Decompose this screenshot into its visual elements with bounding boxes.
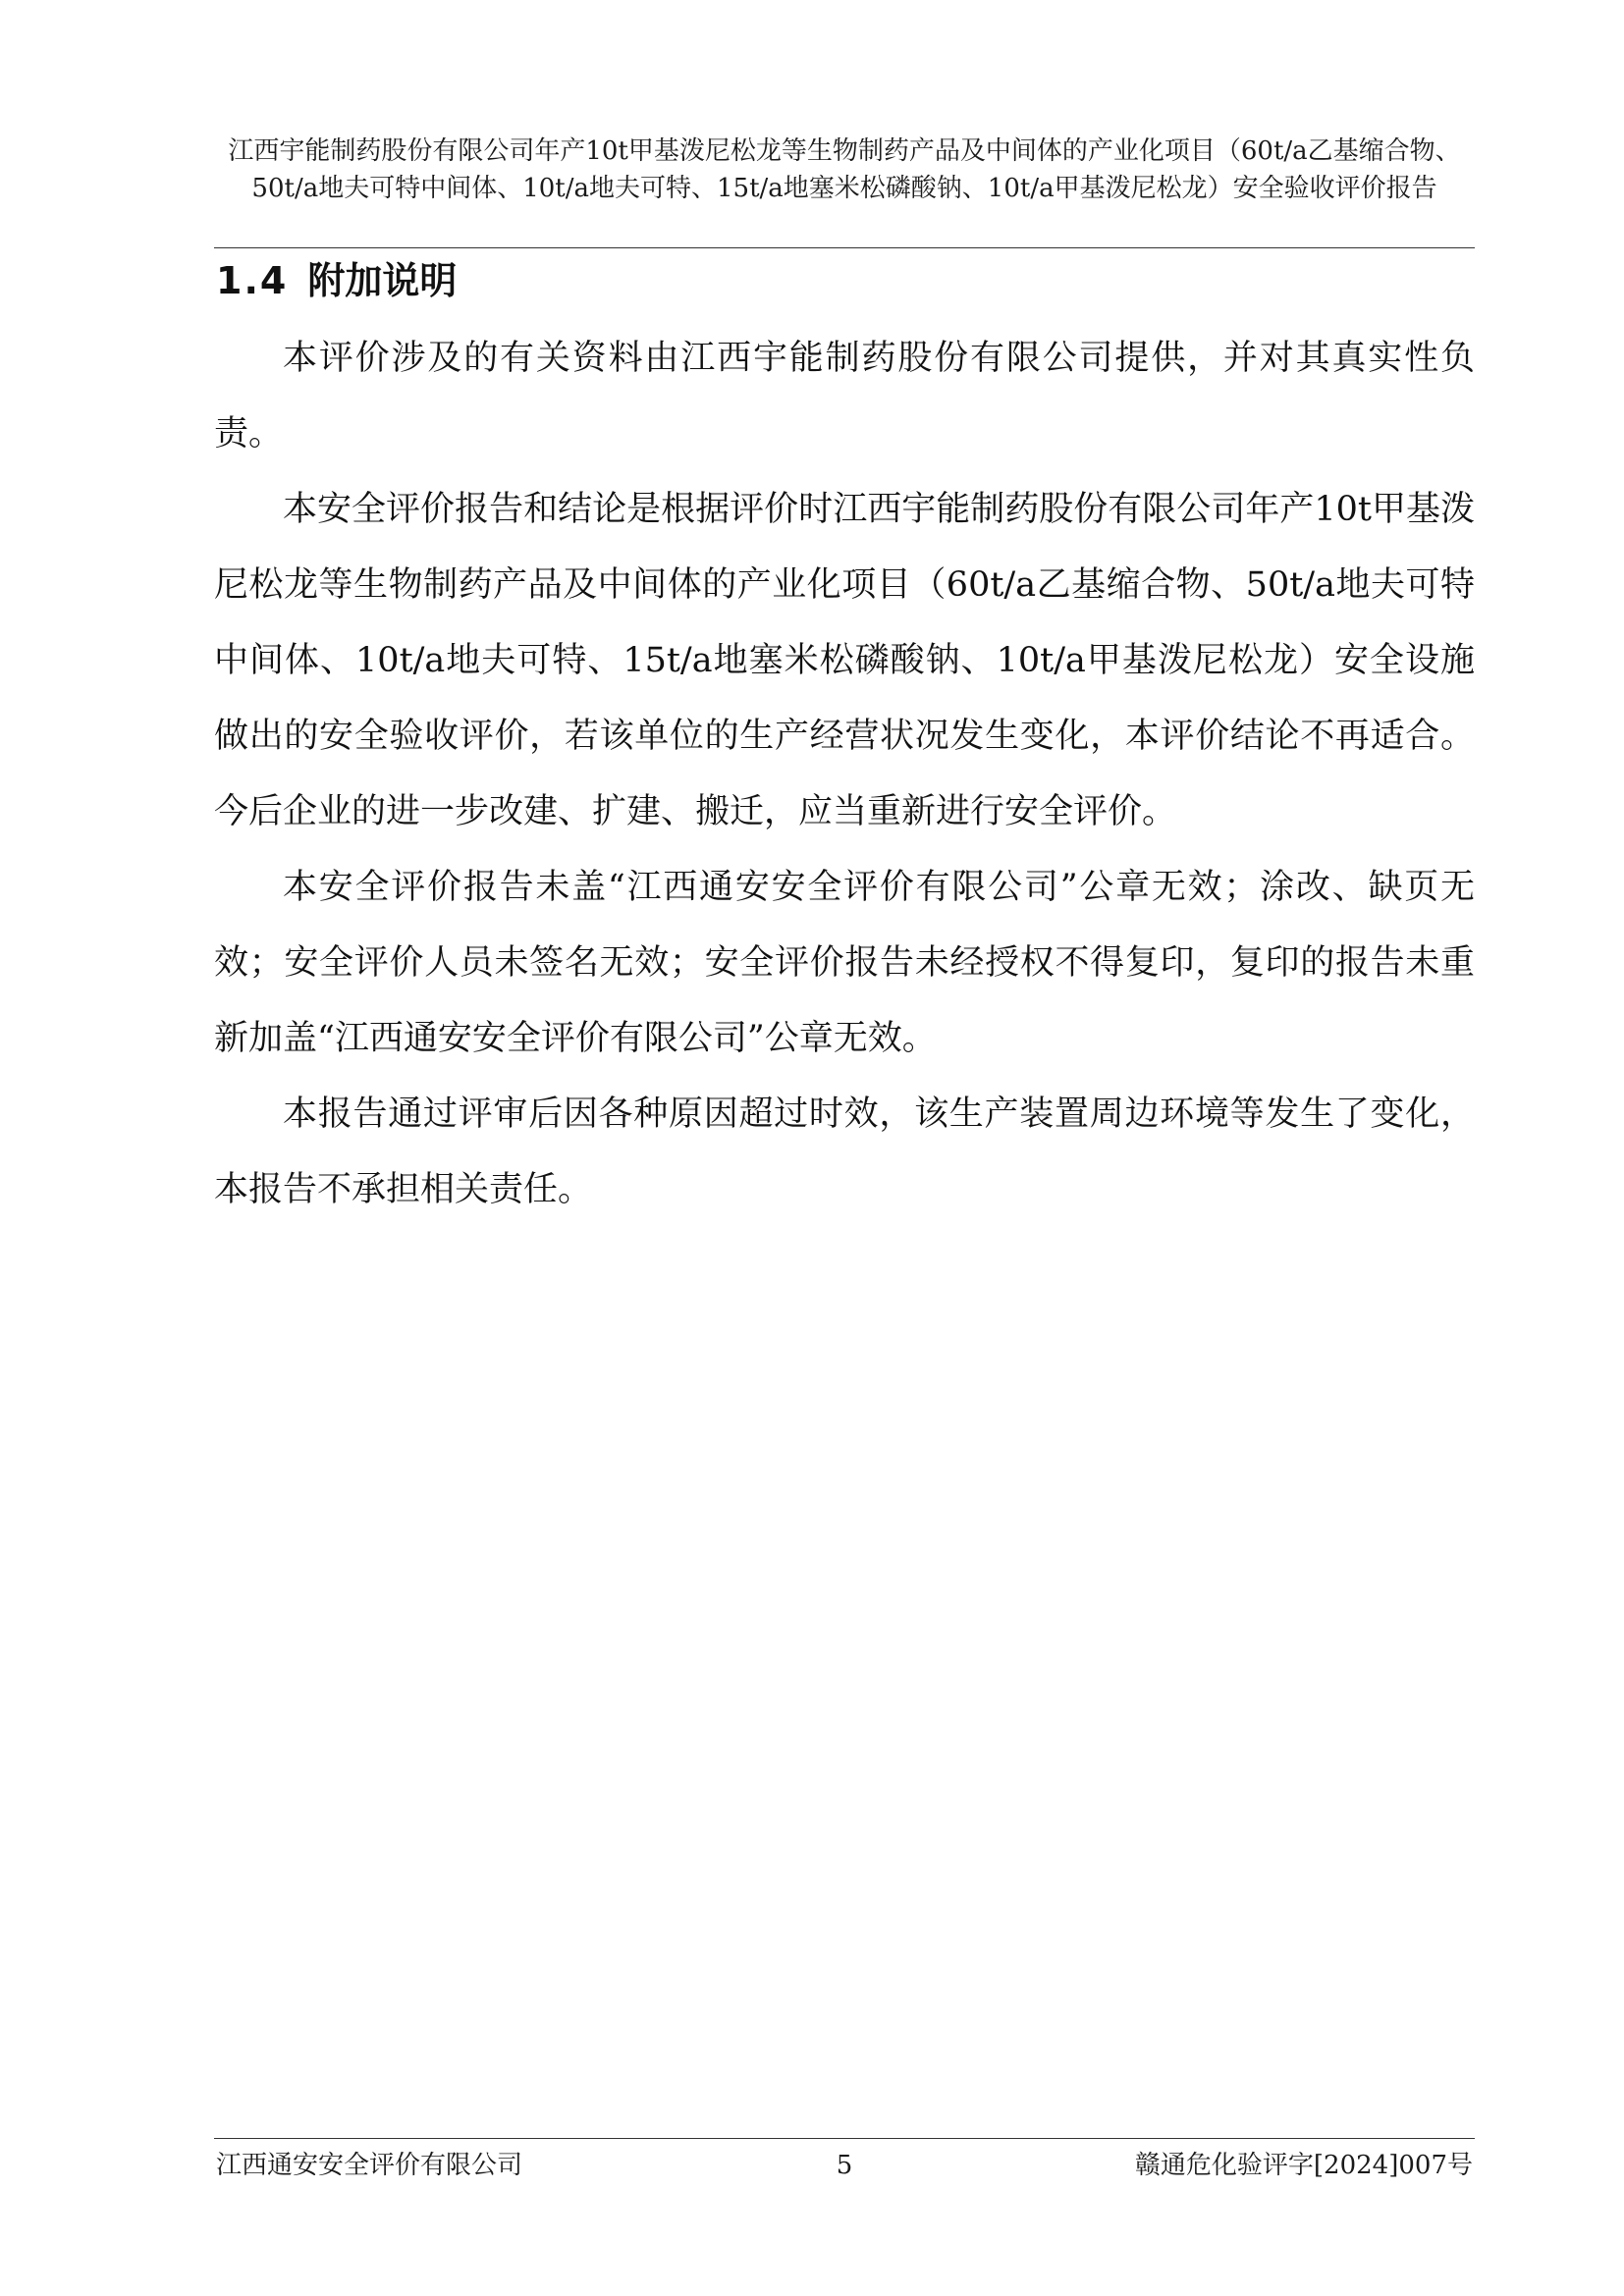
document-code: 赣通危化验评字[2024]007号 bbox=[1134, 2151, 1473, 2180]
paragraph: 本安全评价报告和结论是根据评价时江西宇能制药股份有限公司年产10t甲基泼尼松龙等生物制药产品及中间体的产业化项目（60t/a乙基缩合物、50t/a地夫可特中间体、10t/a地夫可特、15t/a地塞米松磷酸钠、10t/a甲基泼尼松龙）安全设施做出的安全验收评价，若该单位的生产经营状况发生变化，本评价结论不再适合。今后企业的进一步改建、扩建、搬迁，应当重新进行安全评价。 bbox=[214, 490, 1475, 831]
paragraph: 本安全评价报告未盖“江西通安安全评价有限公司”公章无效；涂改、缺页无效；安全评价人员未签名无效；安全评价报告未经授权不得复印，复印的报告未重新加盖“江西通安安全评价有限公司”公章无效。 bbox=[214, 868, 1475, 1058]
footer-company: 江西通安安全评价有限公司 bbox=[216, 2151, 523, 2180]
section-heading bbox=[216, 253, 457, 308]
running-header: 江西宇能制药股份有限公司年产10t甲基泼尼松龙等生物制药产品及中间体的产业化项目（60t/a乙基缩合物、50t/a地夫可特中间体、10t/a地夫可特、15t/a地塞米松磷酸钠、10t/a甲基泼尼松龙）安全验收评价报告 bbox=[228, 136, 1461, 203]
section-title: 附加说明 bbox=[307, 259, 458, 302]
section-number: 1.4 bbox=[216, 259, 289, 302]
body-text bbox=[214, 321, 1475, 1228]
page-footer bbox=[216, 2146, 1473, 2185]
header-divider bbox=[214, 247, 1475, 248]
paragraph: 本报告通过评审后因各种原因超过时效，该生产装置周边环境等发生了变化，本报告不承担相关责任。 bbox=[214, 1095, 1475, 1209]
footer-divider bbox=[214, 2138, 1475, 2139]
paragraph: 本评价涉及的有关资料由江西宇能制药股份有限公司提供，并对其真实性负责。 bbox=[214, 339, 1475, 454]
page-number: 5 bbox=[836, 2151, 853, 2180]
